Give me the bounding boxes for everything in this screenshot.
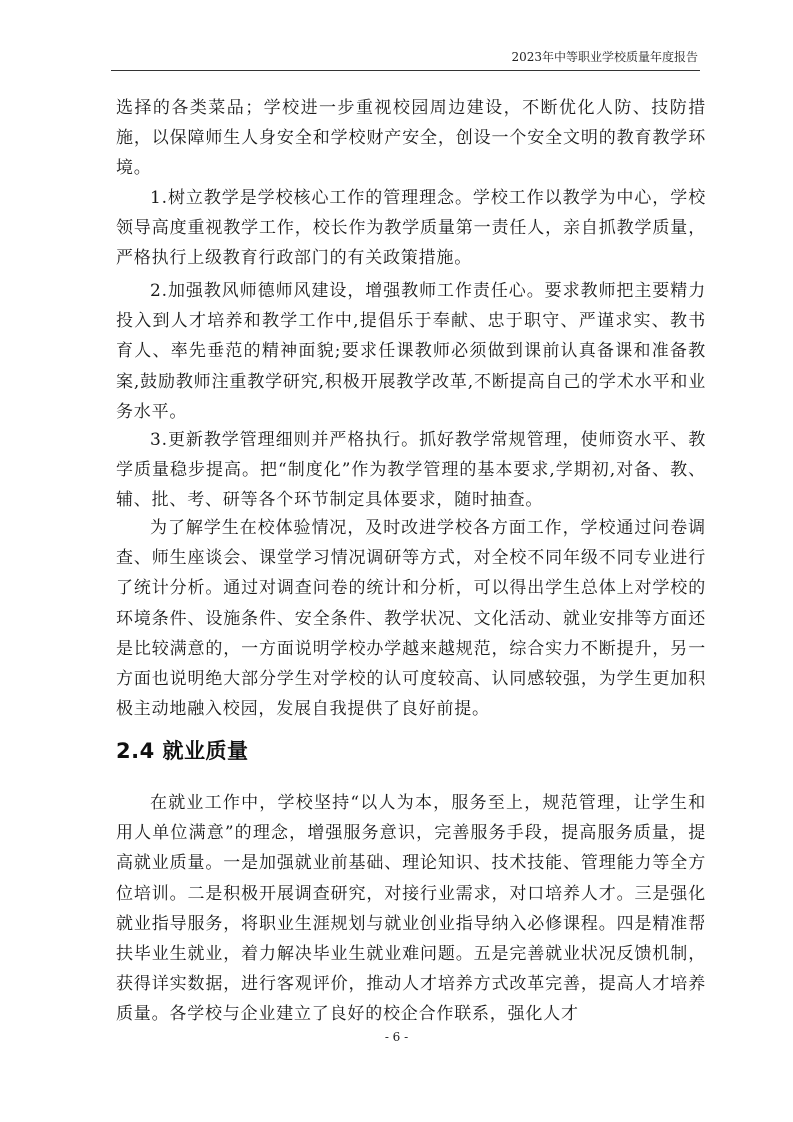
page-number: - 6 - xyxy=(384,1030,409,1044)
section-heading-employment-quality: 2.4 就业质量 xyxy=(116,739,249,763)
paragraph-employment-work: 在就业工作中，学校坚持“以人为本，服务至上，规范管理，让学生和用人单位满意”的理念，增强服务意识，完善服务手段，提高服务质量，提高就业质量。一是加强就业前基础、理论知识、技术技能、管理能力等全方位培训。二是积极开展调查研究，对接行业需求，对口培养人才。三是强化就业指导服务，将职业生涯规划与就业创业指导纳入必修课程。四是精准帮扶毕业生就业，着力解决毕业生就业难问题。五是完善就业状况反馈机制，获得详实数据，进行客观评价，推动人才培养方式改革完善，提高人才培养质量。各学校与企业建立了良好的校企合作联系，强化人才 xyxy=(116,793,706,1025)
paragraph-teaching-management: 3.更新教学管理细则并严格执行。抓好教学常规管理，使师资水平、教学质量稳步提高。把“制度化”作为教学管理的基本要求,学期初,对备、教、辅、批、考、研等各个环节制定具体要求，随时抽查。 xyxy=(116,430,706,511)
report-header-title: 2023年中等职业学校质量年度报告 xyxy=(511,50,698,64)
paragraph-student-survey: 为了解学生在校体验情况，及时改进学校各方面工作，学校通过问卷调查、师生座谈会、课堂学习情况调研等方式，对全校不同年级不同专业进行了统计分析。通过对调查问卷的统计和分析，可以得出学生总体上对学校的环境条件、设施条件、安全条件、教学状况、文化活动、就业安排等方面还是比较满意的，一方面说明学校办学越来越规范，综合实力不断提升，另一方面也说明绝大部分学生对学校的认可度较高、认同感较强，为学生更加积极主动地融入校园，发展自我提供了良好前提。 xyxy=(116,518,706,720)
paragraph-safety-continuation: 选择的各类菜品；学校进一步重视校园周边建设，不断优化人防、技防措施，以保障师生人身安全和学校财产安全，创设一个安全文明的教育教学环境。 xyxy=(116,98,706,179)
paragraph-teacher-ethics: 2.加强教风师德师风建设，增强教师工作责任心。要求教师把主要精力投入到人才培养和教学工作中,提倡乐于奉献、忠于职守、严谨求实、教书育人、率先垂范的精神面貌;要求任课教师必须做到课前认真备课和准备教案,鼓励教师注重教学研究,积极开展教学改革,不断提高自己的学术水平和业务水平。 xyxy=(116,281,706,422)
header-divider xyxy=(111,70,700,71)
paragraph-teaching-philosophy: 1.树立教学是学校核心工作的管理理念。学校工作以教学为中心，学校领导高度重视教学工作，校长作为教学质量第一责任人，亲自抓教学质量，严格执行上级教育行政部门的有关政策措施。 xyxy=(116,188,706,269)
